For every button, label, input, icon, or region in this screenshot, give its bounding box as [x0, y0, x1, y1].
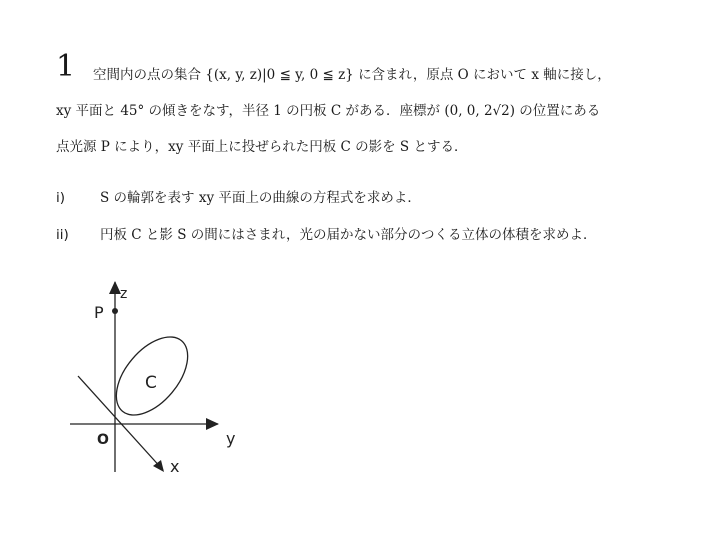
problem-text-line-3: 点光源 P により，xy 平面上に投ぜられた円板 C の影を S とする． — [56, 139, 468, 155]
label-c: C — [145, 373, 157, 393]
problem-number: 1 — [56, 49, 76, 84]
x-axis-arrowhead — [153, 460, 164, 472]
label-x: x — [170, 457, 180, 476]
disk-shadow-figure — [60, 276, 260, 486]
y-axis-arrowhead — [206, 418, 219, 430]
label-y: y — [226, 429, 236, 448]
question-2-text: 円板 C と影 S の間にはさまれ，光の届かない部分のつくる立体の体積を求めよ． — [100, 227, 597, 243]
label-z: z — [120, 286, 128, 302]
problem-text-line-2: xy 平面と 45° の傾きをなす，半径 1 の円板 C がある．座標が (0, 0, 2√2) の位置にある — [56, 103, 601, 119]
question-2-label: ii) — [56, 227, 69, 243]
label-p: P — [94, 303, 104, 322]
point-p-dot — [112, 308, 118, 314]
question-1-text: S の輪郭を表す xy 平面上の曲線の方程式を求めよ． — [100, 190, 421, 206]
label-o: O — [97, 432, 109, 448]
question-1-label: i) — [56, 190, 66, 206]
problem-text-line-1: 空間内の点の集合 {(x, y, z)|0 ≦ y, 0 ≦ z} に含まれ，原点 O において x 軸に接し， — [93, 67, 611, 83]
